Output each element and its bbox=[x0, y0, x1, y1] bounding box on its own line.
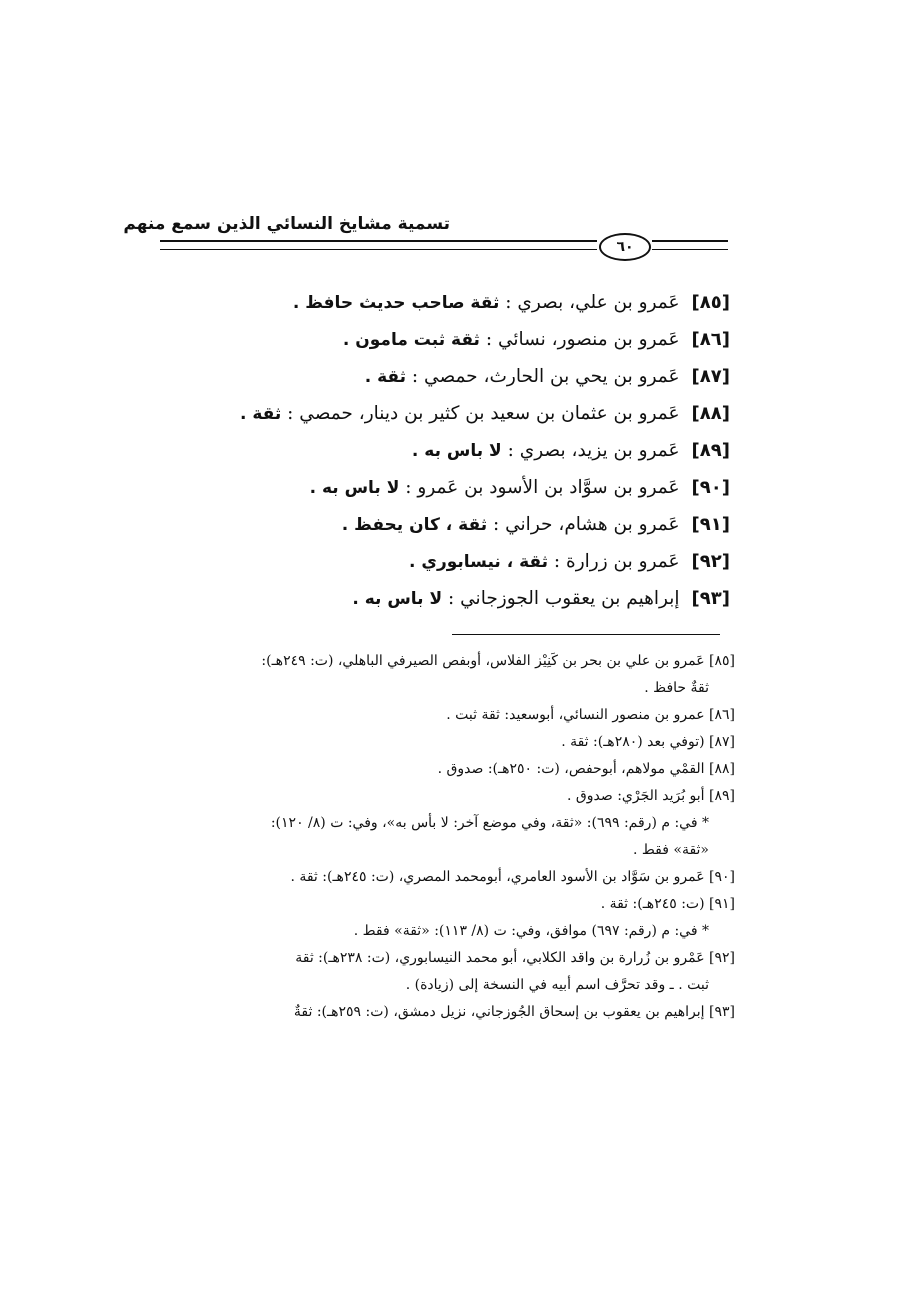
entry-grade: ثقة . bbox=[239, 404, 282, 424]
footnote-line: ثقةٌ حافظ . bbox=[644, 680, 709, 696]
entry-grade: ثقة ثبت مامون . bbox=[342, 330, 480, 350]
footnote-line: [٩٢] عَمْرو بن زُرارة بن واقد الكلابي، أبو محمد النيسابوري، (ت: ٢٣٨هـ): ثقة bbox=[295, 950, 735, 966]
entry-number: [٨٨] bbox=[691, 403, 730, 424]
running-title: تسمية مشايخ النسائي الذين سمع منهم bbox=[123, 214, 450, 234]
entry-85 bbox=[150, 284, 730, 321]
entry-number: [٨٦] bbox=[691, 329, 730, 350]
entry-grade: ثقة ، نيسابوري . bbox=[409, 552, 549, 572]
footnote-line: [٨٧] (توفي بعد (٢٨٠هـ): ثقة . bbox=[561, 734, 735, 750]
entry-grade: ثقة ، كان يحفظ . bbox=[341, 515, 488, 535]
entry-text: عَمرو بن منصور، نسائي : bbox=[485, 329, 680, 350]
entry-grade: ثقة . bbox=[364, 367, 407, 387]
entry-92 bbox=[150, 543, 730, 580]
footnotes bbox=[160, 648, 735, 1026]
entry-number: [٩١] bbox=[691, 514, 730, 535]
footnote-line: * في: م (رقم: ٦٩٩): «ثقة، وفي موضع آخر: لا بأس به»، وفي: ت (٨/ ١٢٠): bbox=[270, 815, 709, 831]
entry-91 bbox=[150, 506, 730, 543]
entry-text: عَمرو بن سوَّاد بن الأسود بن عَمرو : bbox=[405, 477, 680, 498]
entry-number: [٨٩] bbox=[691, 440, 730, 461]
footnote-line: «ثقة» فقط . bbox=[632, 842, 709, 858]
footnote-line: [٩٣] إبراهيم بن يعقوب بن إسحاق الجُوزجاني، نزيل دمشق، (ت: ٢٥٩هـ): ثقةٌ bbox=[293, 1004, 735, 1020]
entry-93 bbox=[150, 580, 730, 617]
entry-90 bbox=[150, 469, 730, 506]
page-number: ٦٠ bbox=[599, 233, 651, 261]
entry-text: عَمرو بن زرارة : bbox=[553, 551, 680, 572]
entry-text: عَمرو بن عثمان بن سعيد بن كثير بن دينار، حمصي : bbox=[287, 403, 680, 424]
footnote-line: [٩١] (ت: ٢٤٥هـ): ثقة . bbox=[600, 896, 735, 912]
entry-text: عَمرو بن يزيد، بصري : bbox=[507, 440, 680, 461]
entry-87 bbox=[150, 358, 730, 395]
footnote-line: [٨٦] عمرو بن منصور النسائي، أبوسعيد: ثقة ثبت . bbox=[446, 707, 735, 723]
entry-number: [٩٣] bbox=[691, 588, 730, 609]
entry-text: إبراهيم بن يعقوب الجوزجاني : bbox=[448, 588, 680, 609]
entry-number: [٨٧] bbox=[691, 366, 730, 387]
footnote-line: ثبت . ـ وقد تحرَّف اسم أبيه في النسخة إلى (زيادة) . bbox=[405, 977, 709, 993]
entry-text: عَمرو بن هشام، حراني : bbox=[493, 514, 680, 535]
entry-grade: لا باس به . bbox=[352, 589, 443, 609]
entry-grade: ثقة صاحب حديث حافظ . bbox=[292, 293, 500, 313]
entry-number: [٨٥] bbox=[691, 292, 730, 313]
entry-grade: لا باس به . bbox=[309, 478, 400, 498]
entry-88 bbox=[150, 395, 730, 432]
entry-text: عَمرو بن علي، بصري : bbox=[505, 292, 680, 313]
header-rule-right bbox=[652, 240, 728, 250]
entry-number: [٩٢] bbox=[691, 551, 730, 572]
entry-89 bbox=[150, 432, 730, 469]
entry-86 bbox=[150, 321, 730, 358]
entry-grade: لا باس به . bbox=[411, 441, 502, 461]
footnote-line: * في: م (رقم: ٦٩٧) موافق، وفي: ت (٨/ ١١٣): «ثقة» فقط . bbox=[353, 923, 709, 939]
footnote-line: [٨٨] القمْي مولاهم، أبوحفص، (ت: ٢٥٠هـ): صدوق . bbox=[437, 761, 735, 777]
header-rule-left bbox=[160, 240, 597, 250]
footnote-line: [٨٩] أبو بُرَيد الجَرْي: صدوق . bbox=[566, 788, 735, 804]
footnote-line: [٩٠] عَمرو بن سَوَّاد بن الأسود العامري، أبومحمد المصري، (ت: ٢٤٥هـ): ثقة . bbox=[290, 869, 735, 885]
footnote-line: [٨٥] عَمرو بن علي بن بحر بن كَنِيْز الفلاس، أوبفص الصيرفي الباهلي، (ت: ٢٤٩هـ): bbox=[261, 653, 735, 669]
entry-number: [٩٠] bbox=[691, 477, 730, 498]
entry-text: عَمرو بن يحي بن الحارث، حمصي : bbox=[411, 366, 680, 387]
footnote-divider bbox=[452, 634, 720, 635]
narrator-entries bbox=[150, 284, 730, 617]
